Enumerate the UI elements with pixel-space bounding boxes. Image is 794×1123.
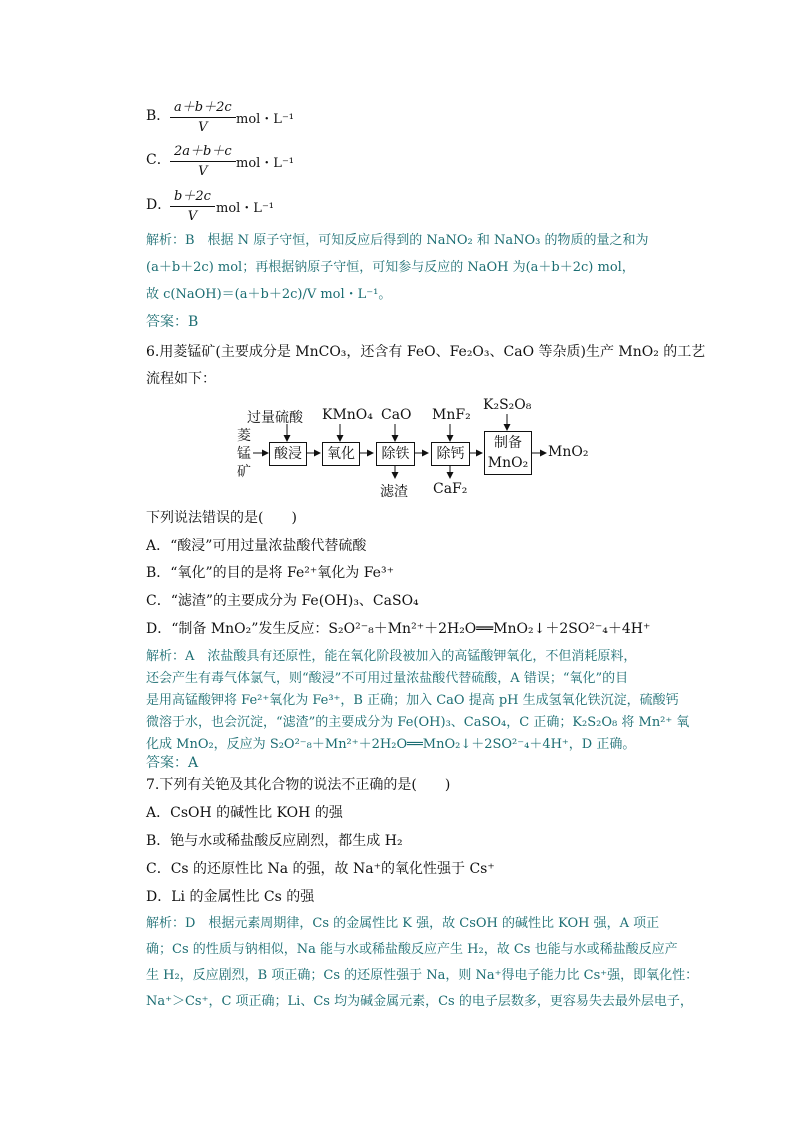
flow-step-remove-iron: 除铁	[376, 442, 415, 466]
flow-step-label: MnO₂	[487, 455, 529, 471]
fraction-numerator: a＋b＋2c	[170, 96, 236, 118]
q6-stem: 6.用菱锰矿(主要成分是 MnCO₃，还含有 FeO、Fe₂O₃、CaO 等杂质)生产 MnO₂ 的工艺	[146, 344, 706, 360]
q7-stem: 7.下列有关铯及其化合物的说法不正确的是( )	[146, 777, 451, 793]
q6-option-d: D．“制备 MnO₂”发生反应：S₂O²⁻₈＋Mn²⁺＋2H₂O══MnO₂↓＋2SO²⁻₄＋4H⁺	[146, 621, 651, 637]
fraction-denominator: V	[198, 164, 208, 179]
flow-waste: 滤渣	[380, 484, 408, 500]
q7-option-a: A．CsOH 的碱性比 KOH 的强	[146, 805, 343, 821]
q7-option-b: B．铯与水或稀盐酸反应剧烈，都生成 H₂	[146, 833, 403, 849]
q6-option-b: B．“氧化”的目的是将 Fe²⁺氧化为 Fe³⁺	[146, 565, 394, 581]
q6-analysis-line: 化成 MnO₂，反应为 S₂O²⁻₈＋Mn²⁺＋2H₂O══MnO₂↓＋2SO²⁻₄＋4H⁺，D 正确。	[146, 737, 636, 752]
flow-reagent: KMnO₄	[322, 407, 373, 423]
option-label: B．	[146, 108, 171, 124]
q7-option-d: D．Li 的金属性比 Cs 的强	[146, 889, 315, 905]
unit: mol・L⁻¹	[216, 201, 275, 216]
q7-analysis-line: 确；Cs 的性质与钠相似，Na 能与水或稀盐酸反应产生 H₂，故 Cs 也能与水或稀盐酸反应产	[146, 942, 678, 957]
flow-step-acid-leach: 酸浸	[269, 442, 307, 466]
flow-step-prepare	[484, 431, 532, 475]
flow-reagent: K₂S₂O₈	[483, 397, 532, 413]
q5-answer: 答案：B	[146, 314, 199, 330]
raw-char: 矿	[237, 464, 251, 480]
flow-product: MnO₂	[548, 444, 589, 460]
fraction-numerator: 2a＋b＋c	[170, 140, 236, 162]
q5-analysis-line: (a＋b＋2c) mol；再根据钠原子守恒，可知参与反应的 NaOH 为(a＋b＋2c) mol，	[146, 260, 635, 275]
fraction-numerator: b＋2c	[170, 185, 215, 207]
unit: mol・L⁻¹	[236, 156, 295, 171]
q6-analysis-line: 解析：A 浓盐酸具有还原性，能在氧化阶段被加入的高锰酸钾氧化，不但消耗原料，	[146, 649, 637, 664]
q6-question: 下列说法错误的是( )	[146, 510, 297, 526]
unit: mol・L⁻¹	[236, 112, 295, 127]
q6-analysis-line: 是用高锰酸钾将 Fe²⁺氧化为 Fe³⁺，B 正确；加入 CaO 提高 pH 生成氢氧化铁沉淀，硫酸钙	[146, 693, 679, 708]
fraction-denominator: V	[198, 120, 208, 135]
flow-step-label: 制备	[494, 435, 522, 451]
q6-answer: 答案：A	[146, 755, 199, 771]
q7-analysis-line: 生 H₂，反应剧烈，B 项正确；Cs 的还原性强于 Na，则 Na⁺得电子能力比 Cs⁺强，即氧化性：	[146, 968, 699, 983]
q6-option-c: C．“滤渣”的主要成分为 Fe(OH)₃、CaSO₄	[146, 593, 419, 609]
flow-reagent: CaO	[381, 407, 412, 423]
option-label: C．	[146, 152, 171, 168]
q7-option-c: C．Cs 的还原性比 Na 的强，故 Na⁺的氧化性强于 Cs⁺	[146, 861, 495, 877]
flow-raw-material	[237, 427, 253, 481]
q7-analysis-line: 解析：D 根据元素周期律，Cs 的金属性比 K 强，故 CsOH 的碱性比 KOH 强，A 项正	[146, 916, 660, 931]
raw-char: 锰	[237, 446, 251, 462]
flow-step-remove-calcium: 除钙	[431, 442, 470, 466]
raw-char: 菱	[237, 428, 251, 444]
option-label: D．	[146, 197, 172, 213]
flow-reagent: MnF₂	[432, 407, 471, 423]
fraction-denominator: V	[187, 209, 198, 224]
q5-analysis-line: 故 c(NaOH)＝(a＋b＋2c)/V mol・L⁻¹。	[146, 287, 392, 302]
q6-analysis-line: 还会产生有毒气体氯气，则“酸浸”不可用过量浓盐酸代替硫酸，A 错误；“氧化”的目	[146, 671, 629, 686]
flow-reagent: 过量硫酸	[247, 410, 303, 426]
q6-stem: 流程如下：	[146, 371, 216, 387]
q5-analysis-line: 解析：B 根据 N 原子守恒，可知反应后得到的 NaNO₂ 和 NaNO₃ 的物质的量之和为	[146, 233, 649, 248]
q6-option-a: A．“酸浸”可用过量浓盐酸代替硫酸	[146, 538, 367, 554]
q6-analysis-line: 微溶于水，也会沉淀，“滤渣”的主要成分为 Fe(OH)₃、CaSO₄，C 正确；K₂S₂O₈ 将 Mn²⁺ 氧	[146, 715, 690, 730]
flow-waste: CaF₂	[433, 481, 468, 497]
flow-step-oxidation: 氧化	[322, 442, 360, 466]
q7-analysis-line: Na⁺＞Cs⁺，C 项正确；Li、Cs 均为碱金属元素，Cs 的电子层数多，更容易失去最外层电子，	[146, 994, 693, 1009]
